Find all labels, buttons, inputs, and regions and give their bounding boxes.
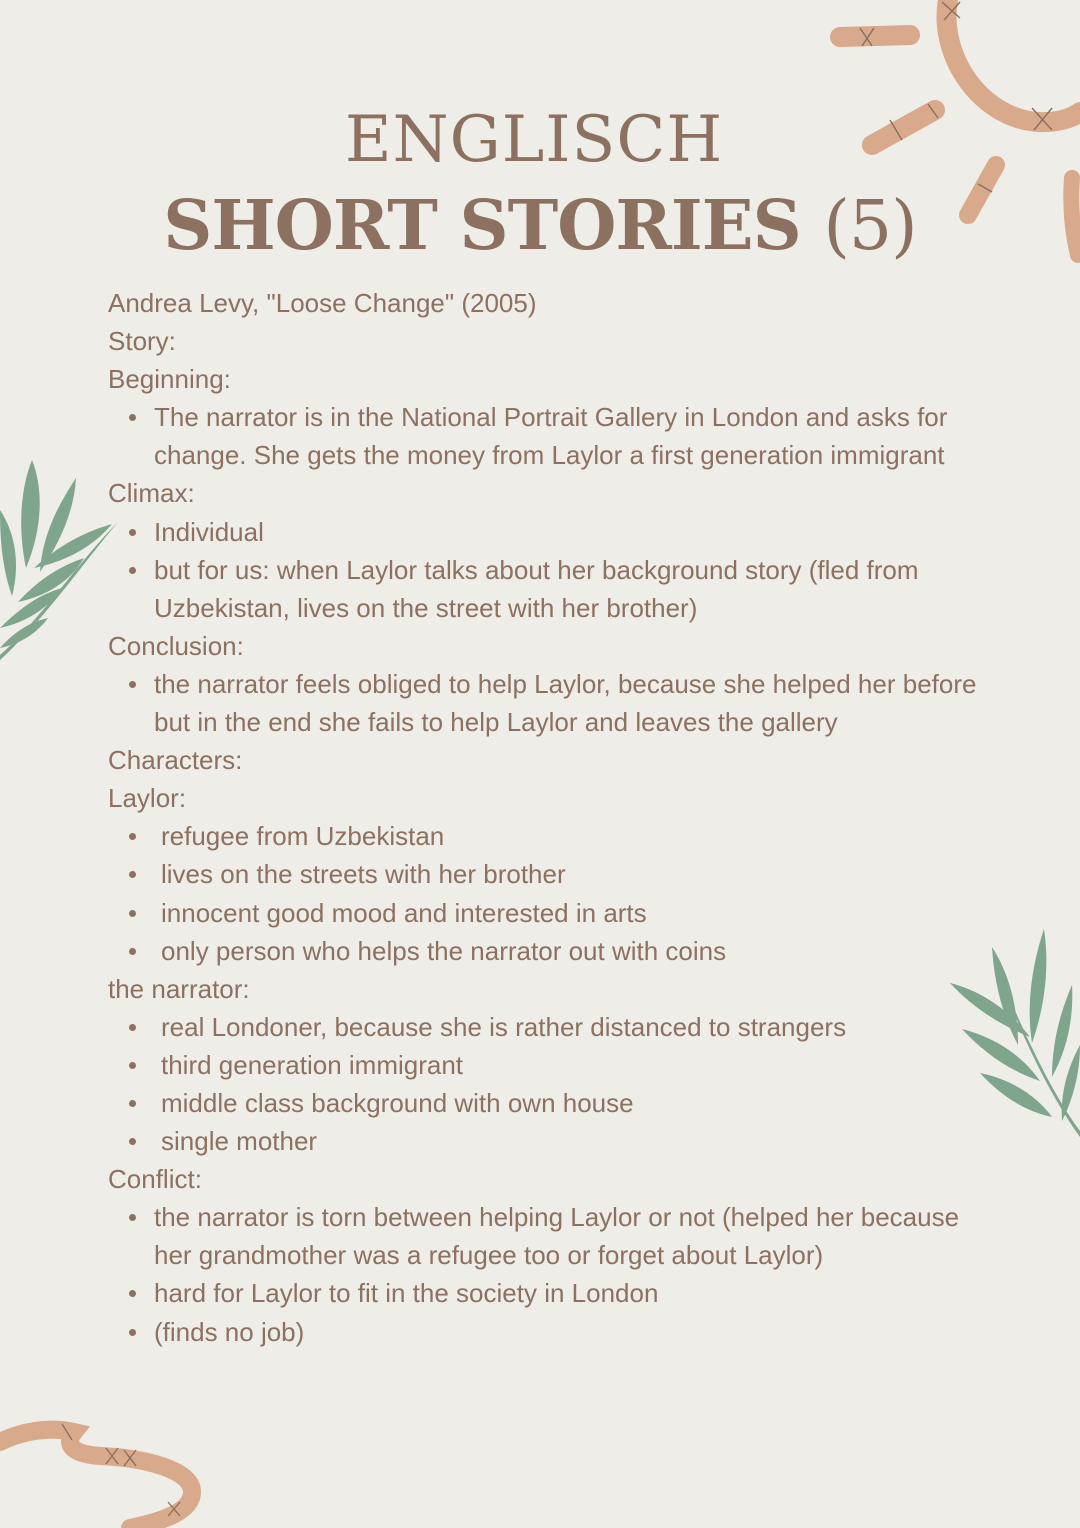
list-item: middle class background with own house: [108, 1084, 988, 1122]
conflict-list: [108, 1198, 988, 1350]
narrator-label: the narrator:: [108, 973, 250, 1004]
list-item: (finds no job): [108, 1313, 988, 1351]
squiggle-decoration-icon: [0, 1420, 220, 1528]
part-number: (5): [823, 187, 917, 266]
characters-label: Characters:: [108, 745, 243, 776]
narrator-list: [108, 1008, 988, 1160]
conflict-label: Conflict:: [108, 1164, 202, 1195]
subject-title: ENGLISCH: [344, 103, 724, 177]
list-item: only person who helps the narrator out with coins: [108, 932, 988, 970]
topic-title: [0, 186, 1080, 266]
list-item: lives on the streets with her brother: [108, 855, 988, 893]
list-item: hard for Laylor to fit in the society in London: [108, 1274, 988, 1312]
conclusion-label: Conclusion:: [108, 630, 244, 661]
beginning-list: [108, 398, 988, 474]
list-item: refugee from Uzbekistan: [108, 817, 988, 855]
source-line: Andrea Levy, "Loose Change" (2005): [108, 288, 537, 318]
climax-label: Climax:: [108, 478, 195, 509]
list-item: The narrator is in the National Portrait Gallery in London and asks for change. She gets the money from Laylor a first generation immigrant: [108, 398, 988, 474]
laylor-label: Laylor:: [108, 783, 187, 814]
list-item: third generation immigrant: [108, 1046, 988, 1084]
story-label: Story:: [108, 326, 176, 357]
notes-content: [108, 284, 988, 1351]
list-item: the narrator is torn between helping Laylor or not (helped her because her grandmother was a refugee too or forget about Laylor): [108, 1198, 988, 1274]
climax-list: [108, 513, 988, 627]
list-item: Individual: [108, 513, 988, 551]
list-item: but for us: when Laylor talks about her background story (fled from Uzbekistan, lives on the street with her brother): [108, 551, 988, 627]
conclusion-list: [108, 665, 988, 741]
topic-text: SHORT STORIES: [163, 186, 801, 266]
list-item: real Londoner, because she is rather distanced to strangers: [108, 1008, 988, 1046]
list-item: single mother: [108, 1122, 988, 1160]
list-item: the narrator feels obliged to help Laylor, because she helped her before but in the end she fails to help Laylor and leaves the gallery: [108, 665, 988, 741]
laylor-list: [108, 817, 988, 969]
beginning-label: Beginning:: [108, 364, 231, 395]
list-item: innocent good mood and interested in arts: [108, 894, 988, 932]
